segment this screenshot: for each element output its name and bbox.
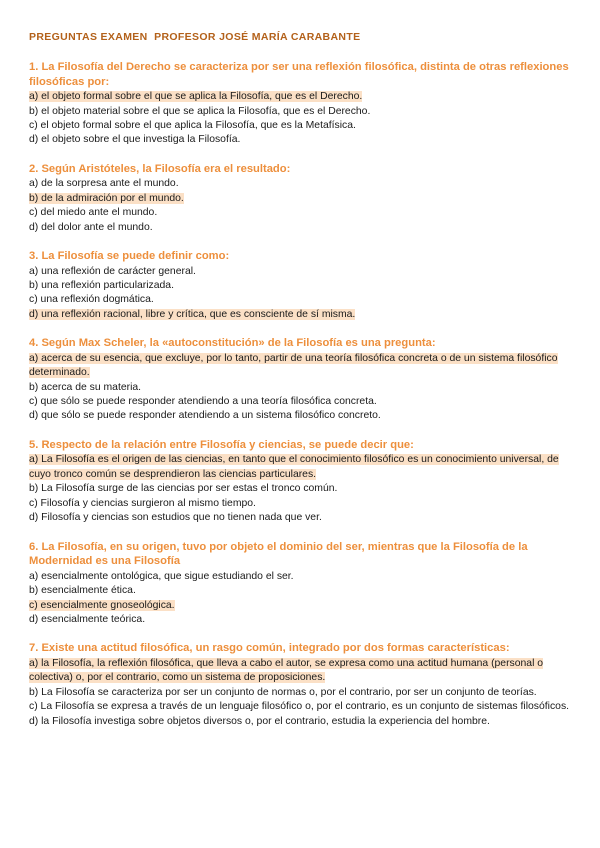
question-heading: 7. Existe una actitud filosófica, un rasgo común, integrado por dos formas características:	[29, 642, 510, 655]
answer-text: c) una reflexión dogmática.	[29, 294, 154, 306]
answer-text: a) la Filosofía, la reflexión filosófica, que lleva a cabo el autor, se expresa como una actitud humana (personal o colectiva) o, por el contrario, como un sistema de proposiciones.	[29, 657, 544, 684]
answer-text: c) Filosofía y ciencias surgieron al mismo tiempo.	[29, 497, 256, 509]
question-block	[29, 249, 588, 322]
question-block	[29, 438, 588, 526]
answer-option-d[interactable]	[29, 133, 577, 147]
question-heading: 4. Según Max Scheler, la «autoconstitución» de la Filosofía es una pregunta:	[29, 337, 436, 350]
answer-option-d[interactable]	[29, 715, 577, 729]
answer-option-a[interactable]	[29, 453, 577, 482]
answer-text: a) el objeto formal sobre el que se aplica la Filosofía, que es el Derecho.	[29, 91, 363, 103]
answer-text: d) una reflexión racional, libre y crítica, que es consciente de sí misma.	[29, 308, 356, 320]
answer-option-b[interactable]	[29, 482, 577, 496]
answer-option-a[interactable]	[29, 90, 577, 104]
answer-list	[29, 90, 588, 148]
question-block	[29, 641, 588, 729]
question-heading: 1. La Filosofía del Derecho se caracteriza por ser una reflexión filosófica, distinta de otras reflexiones filosóficas por:	[29, 61, 569, 88]
answer-text: d) que sólo se puede responder atendiendo a un sistema filosófico concreto.	[29, 410, 381, 422]
answer-list	[29, 177, 588, 235]
question-heading: 6. La Filosofía, en su origen, tuvo por objeto el dominio del ser, mientras que la Filosofía de la Modernidad es una Filosofía	[29, 540, 528, 568]
answer-text: c) el objeto formal sobre el que aplica la Filosofía, que es la Metafísica.	[29, 120, 356, 131]
answer-option-d[interactable]	[29, 511, 577, 525]
question-block	[29, 336, 588, 424]
question-block	[29, 60, 588, 148]
answer-text: c) La Filosofía se expresa a través de un lenguaje filosófico o, por el contrario, es un conjunto de sistemas filosóficos.	[29, 701, 570, 713]
answer-list	[29, 570, 588, 628]
answer-option-b[interactable]	[29, 192, 577, 206]
answer-text: b) de la admiración por el mundo.	[29, 192, 184, 204]
answer-text: a) esencialmente ontológica, que sigue estudiando el ser.	[29, 570, 294, 582]
answer-option-a[interactable]	[29, 265, 577, 279]
answer-option-b[interactable]	[29, 686, 577, 700]
answer-option-c[interactable]	[29, 119, 577, 133]
answer-option-b[interactable]	[29, 279, 577, 293]
page-title: PREGUNTAS EXAMEN PROFESOR JOSÉ MARÍA CARABANTE	[29, 31, 361, 43]
question-block	[29, 540, 588, 628]
answer-list	[29, 657, 588, 729]
answer-option-c[interactable]	[29, 599, 577, 613]
answer-option-c[interactable]	[29, 293, 577, 307]
answer-text: c) que sólo se puede responder atendiendo a una teoría filosófica concreta.	[29, 396, 377, 408]
answer-list	[29, 453, 588, 525]
answer-text: b) La Filosofía se caracteriza por ser un conjunto de normas o, por el contrario, por ser un conjunto de teorías.	[29, 686, 537, 698]
question-heading: 5. Respecto de la relación entre Filosofía y ciencias, se puede decir que:	[29, 438, 414, 451]
answer-option-d[interactable]	[29, 409, 577, 423]
answer-option-d[interactable]	[29, 308, 577, 322]
answer-text: b) esencialmente ética.	[29, 585, 136, 597]
answer-list	[29, 352, 588, 424]
answer-text: c) esencialmente gnoseológica.	[29, 599, 175, 611]
answer-option-d[interactable]	[29, 221, 577, 235]
answer-text: d) la Filosofía investiga sobre objetos diversos o, por el contrario, estudia la experiencia del hombre.	[29, 715, 490, 727]
answer-option-b[interactable]	[29, 105, 577, 119]
answer-option-b[interactable]	[29, 381, 577, 395]
question-block	[29, 162, 588, 235]
answer-text: a) La Filosofía es el origen de las ciencias, en tanto que el conocimiento filosófico es un conocimiento universal, de cuyo tronco común se desprendieron las ciencias particulares.	[29, 454, 559, 480]
answer-text: b) acerca de su materia.	[29, 381, 142, 393]
questions-container	[29, 60, 588, 729]
answer-text: d) del dolor ante el mundo.	[29, 221, 153, 233]
answer-text: b) una reflexión particularizada.	[29, 280, 174, 292]
answer-text: d) Filosofía y ciencias son estudios que no tienen nada que ver.	[29, 512, 322, 524]
answer-text: d) esencialmente teórica.	[29, 613, 146, 625]
answer-option-d[interactable]	[29, 613, 577, 627]
answer-text: a) acerca de su esencia, que excluye, por lo tanto, partir de una teoría filosófica concreta o de un sistema filosófico determinado.	[29, 352, 558, 379]
answer-list	[29, 265, 588, 323]
answer-option-c[interactable]	[29, 497, 577, 511]
answer-option-c[interactable]	[29, 395, 577, 409]
answer-option-a[interactable]	[29, 570, 577, 584]
answer-text: b) La Filosofía surge de las ciencias por ser estas el tronco común.	[29, 483, 338, 495]
question-heading: 2. Según Aristóteles, la Filosofía era el resultado:	[29, 162, 291, 175]
question-heading: 3. La Filosofía se puede definir como:	[29, 250, 230, 263]
answer-option-c[interactable]	[29, 206, 577, 220]
answer-text: a) una reflexión de carácter general.	[29, 265, 196, 277]
answer-option-c[interactable]	[29, 700, 577, 714]
answer-text: d) el objeto sobre el que investiga la Filosofía.	[29, 134, 241, 146]
answer-text: b) el objeto material sobre el que se aplica la Filosofía, que es el Derecho.	[29, 105, 371, 117]
answer-option-b[interactable]	[29, 584, 577, 598]
answer-text: c) del miedo ante el mundo.	[29, 207, 158, 219]
answer-option-a[interactable]	[29, 177, 577, 191]
answer-text: a) de la sorpresa ante el mundo.	[29, 178, 179, 190]
answer-option-a[interactable]	[29, 657, 577, 686]
answer-option-a[interactable]	[29, 352, 577, 381]
